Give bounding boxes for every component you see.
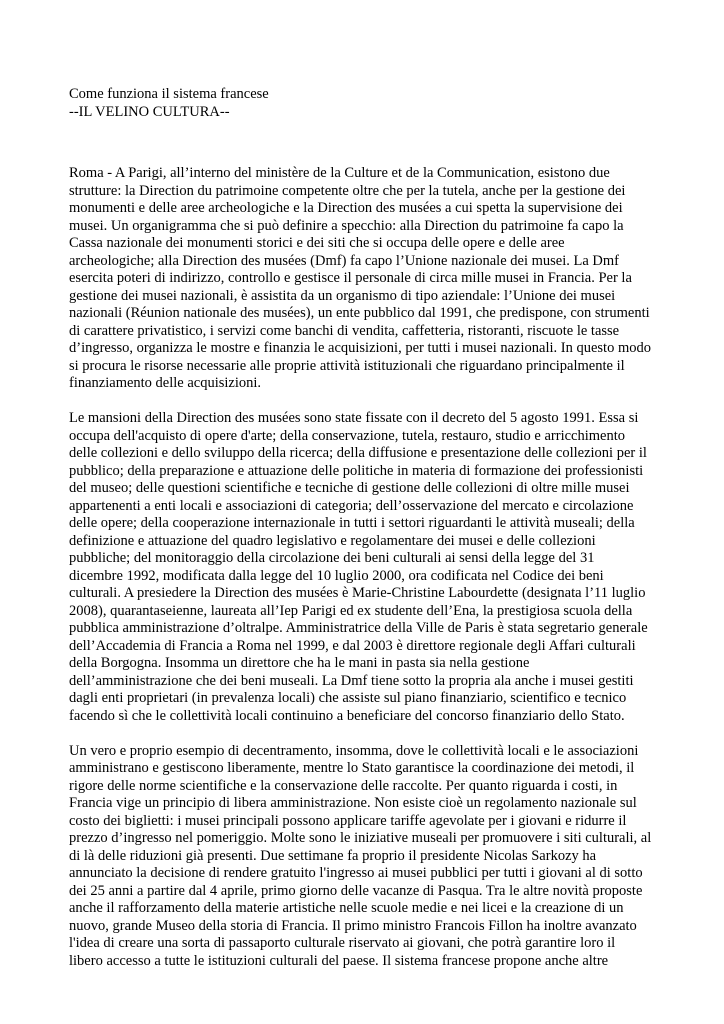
text-line: pubbliche; del monitoraggio della circolazione dei beni culturali ai sensi della legge del 31 [69,550,595,566]
text-line: musei. Un organigramma che si può definire a specchio: alla Direction du patrimoine fa capo la [69,217,624,234]
text-line: prezzo d’ingresso nel pomeriggio. Molte sono le iniziative museali per promuovere i siti culturali, al [69,830,652,846]
document-title: Come funziona il sistema francese [69,86,269,102]
text-line: culturali. A presiedere la Direction des musées è Marie-Christine Labourdette (designata l’11 luglio [69,585,646,601]
text-line: amministrano e gestiscono liberamente, mentre lo Stato garantisce la coordinazione dei metodi, il [69,760,635,776]
text-line: della Borgogna. Insomma un direttore che ha le mani in pasta sia nella gestione [69,655,530,671]
text-line: delle collezioni e dello sviluppo della ricerca; della diffusione e presentazione delle collezioni per il [69,445,647,461]
text-line: dicembre 1992, modificata dalla legge del 10 luglio 2000, ora codificata nel Codice dei beni [69,567,604,584]
text-line: di carattere privatistico, i servizi come banchi di vendita, caffetteria, ristoranti, riscuote le tasse [69,322,620,339]
text-line: facendo sì che le collettività locali continuino a beneficiare del concorso finanziario dello Stato. [69,707,625,724]
text-line: anche il rafforzamento della materie artistiche nelle scuole medie e nei licei e la creazione di un [69,900,624,916]
text-line: del museo; delle questioni scientifiche e tecniche di gestione delle collezioni di oltre mille musei [69,480,630,496]
text-line: annunciato la decisione di rendere gratuito l'ingresso ai musei pubblici per tutti i giovani al di sotto [69,865,643,881]
article-body [69,165,661,988]
text-line: 2008), quarantaseienne, laureata all’Iep Parigi ed ex studente dell’Ena, la prestigiosa scuola della [69,602,633,619]
text-line: monumenti e delle aree archeologiche e la Direction des musées a cui spetta la supervisione dei [69,200,623,216]
text-line: dell’Accademia di Francia a Roma nel 1999, e dal 2003 è direttore regionale degli Affari culturali [69,637,636,654]
text-line: esercita poteri di indirizzo, controllo e gestisce il personale di circa mille musei in Francia. Per la [69,270,632,286]
text-line: Francia vige un principio di libera amministrazione. Non esiste cioè un regolamento nazionale sul [69,795,637,811]
text-line: dei 25 anni a partire dal 4 aprile, primo giorno delle vacanze di Pasqua. Tra le altre novità proposte [69,882,643,899]
text-line: l'idea di creare una sorta di passaporto culturale riservato ai giovani, che potrà garantire loro il [69,935,616,951]
text-line: costo dei biglietti: i musei principali possono applicare tariffe agevolate per i giovani e ridurre il [69,812,627,829]
text-line: finanziamento delle acquisizioni. [69,375,262,391]
text-line: di là delle riduzioni già presenti. Due settimane fa proprio il presidente Nicolas Sarkozy ha [69,847,597,864]
text-line: pubblico; della preparazione e attuazione delle politiche in materia di formazione dei professionisti [69,462,644,479]
text-line: Cassa nazionale dei monumenti storici e dei siti che si occupa delle opere e delle aree [69,235,565,251]
text-line: nuovo, grande Museo della storia di Francia. Il primo ministro Francois Fillon ha inoltre avanzato [69,917,637,934]
text-line: Le mansioni della Direction des musées sono state fissate con il decreto del 5 agosto 1991. Essa si [69,410,639,426]
text-line: dell’amministrazione che dei beni museali. La Dmf tiene sotto la propria ala anche i musei gestiti [69,672,634,689]
paragraph [69,410,661,725]
text-line: nazionali (Réunion nationale des musées), un ente pubblico dal 1991, che predispone, con strumenti [69,305,650,321]
text-line: gestione dei musei nazionali, è assistita da un organismo di tipo aziendale: l’Unione dei musei [69,287,616,304]
text-line: delle opere; della cooperazione internazionale in tutti i settori riguardanti le attività museali; della [69,515,635,531]
text-line: archeologiche; alla Direction des musées (Dmf) fa capo l’Unione nazionale dei musei. La Dmf [69,252,619,269]
text-line: d’ingresso, organizza le mostre e finanzia le acquisizioni, per tutti i musei nazionali. In questo modo [69,340,651,356]
text-line: Roma - A Parigi, all’interno del ministère de la Culture et de la Communication, esistono due [69,165,610,181]
text-line: appartenenti a enti locali e associazioni di categoria; dell’osservazione del mercato e circolazione [69,497,634,514]
text-line: occupa dell'acquisto di opere d'arte; della conservazione, tutela, restauro, studio e arricchimento [69,427,625,444]
text-line: rigore delle norme scientifiche e la conservazione delle raccolte. Per quanto riguarda i costi, in [69,777,618,794]
text-line: strutture: la Direction du patrimoine competente oltre che per la tutela, anche per la gestione dei [69,182,626,199]
text-line: si procura le risorse necessarie alle proprie attività istituzionali che riguardano principalmente il [69,357,625,374]
paragraph [69,165,661,393]
paragraph [69,743,661,971]
text-line: definizione e attuazione del quadro legislativo e regolamentare dei musei e delle collezioni [69,532,596,549]
document-source: --IL VELINO CULTURA-- [69,103,230,120]
text-line: Un vero e proprio esempio di decentramento, insomma, dove le collettività locali e le associazioni [69,742,639,759]
document-header [69,86,669,121]
text-line: libero accesso a tutte le istituzioni culturali del paese. Il sistema francese propone anche altre [69,952,609,969]
text-line: dagli enti proprietari (in prevalenza locali) che assiste sul piano finanziario, scientifico e tecnico [69,690,627,706]
text-line: pubblica amministrazione d’oltralpe. Amministratrice della Ville de Paris è stata segretario generale [69,620,648,636]
